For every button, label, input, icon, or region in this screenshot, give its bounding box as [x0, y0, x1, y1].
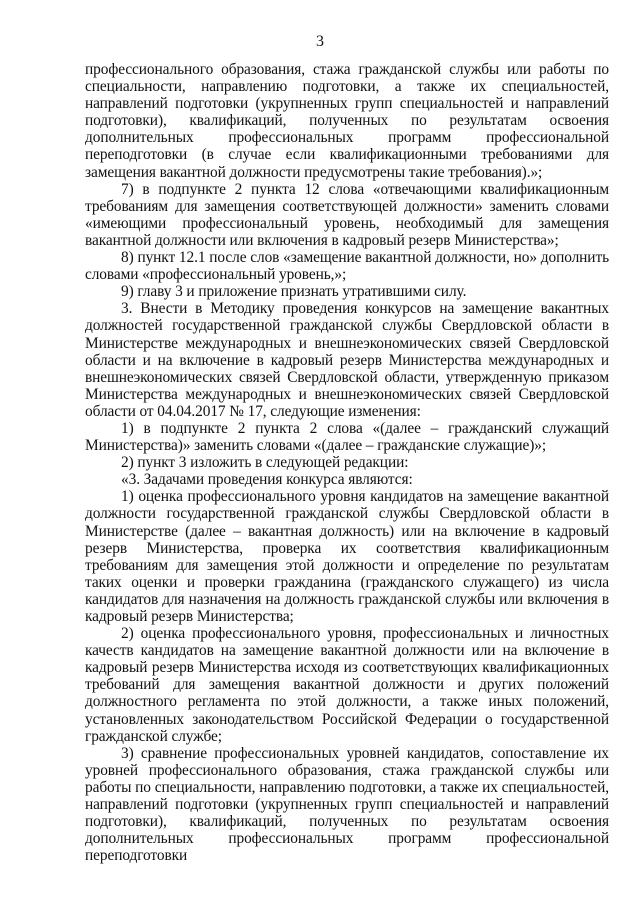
page-number: 3: [316, 33, 324, 50]
paragraph-continuation: профессионального образования, стажа гражданской службы или работы по специальности, направлению подготовки, а также их специальностей, направлений подготовки (укрупненных групп специальностей и направлений подготовки), квалификаций, полученных по результатам освоения дополнительных профессиональных программ профессиональной переподготовки (в случае если квалификационными требованиями для замещения вакантной должности предусмотрены такие требования).»;: [85, 61, 609, 181]
document-body: [85, 61, 609, 864]
paragraph-task-3: 3) сравнение профессиональных уровней кандидатов, сопоставление их уровней профессионального образования, стажа гражданской службы или работы по специальности, направлению подготовки, а также их специальностей, направлений подготовки (укрупненных групп специальностей и направлений подготовки), квалификаций, полученных по результатам освоения дополнительных профессиональных программ профессиональной переподготовки: [85, 744, 609, 865]
paragraph-amendment-1: 1) в подпункте 2 пункта 2 слова «(далее – гражданский служащий Министерства)» заменить словами «(далее – гражданские служащие)»;: [85, 419, 609, 455]
paragraph-clause-3-heading: «3. Задачами проведения конкурса являются:: [121, 471, 413, 489]
paragraph-task-1: 1) оценка профессионального уровня кандидатов на замещение вакантной должности государственной гражданской службы Свердловской области в Министерстве (далее – вакантная должность) или на включение в кадровый резерв Министерства, проверка их соответствия квалификационным требованиям для замещения этой должности и определение по результатам таких оценки и проверки гражданина (гражданского служащего) из числа кандидатов для назначения на должность гражданской службы или включения в кадровый резерв Министерства;: [85, 488, 609, 625]
paragraph-task-2: 2) оценка профессионального уровня, профессиональных и личностных качеств кандидатов на замещение вакантной должности или на включение в кадровый резерв Министерства исходя из соответствующих квалификационных требований для замещения вакантной должности и других положений должностного регламента по этой должности, а также иных положений, установленных законодательством Российской Федерации о государственной гражданской службе;: [85, 625, 609, 745]
paragraph-item-9: 9) главу 3 и приложение признать утратившими силу.: [121, 283, 467, 301]
paragraph-section-3: 3. Внести в Методику проведения конкурсов на замещение вакантных должностей государственной гражданской службы Свердловской области в Министерстве международных и внешнеэкономических связей Свердловской области и на включение в кадровый резерв Министерства международных и внешнеэкономических связей Свердловской области, утвержденную приказом Министерства международных и внешнеэкономических связей Свердловской области от 04.04.2017 № 17, следующие изменения:: [85, 300, 609, 420]
paragraph-item-8: 8) пункт 12.1 после слов «замещение вакантной должности, но» дополнить словами «профессиональный уровень,»;: [85, 249, 609, 284]
paragraph-amendment-2: 2) пункт 3 изложить в следующей редакции:: [121, 454, 409, 472]
paragraph-item-7: 7) в подпункте 2 пункта 12 слова «отвечающими квалификационным требованиям для замещения соответствующей должности» заменить словами «имеющими профессиональный уровень, необходимый для замещения вакантной должности или включения в кадровый резерв Министерства»;: [85, 180, 609, 249]
